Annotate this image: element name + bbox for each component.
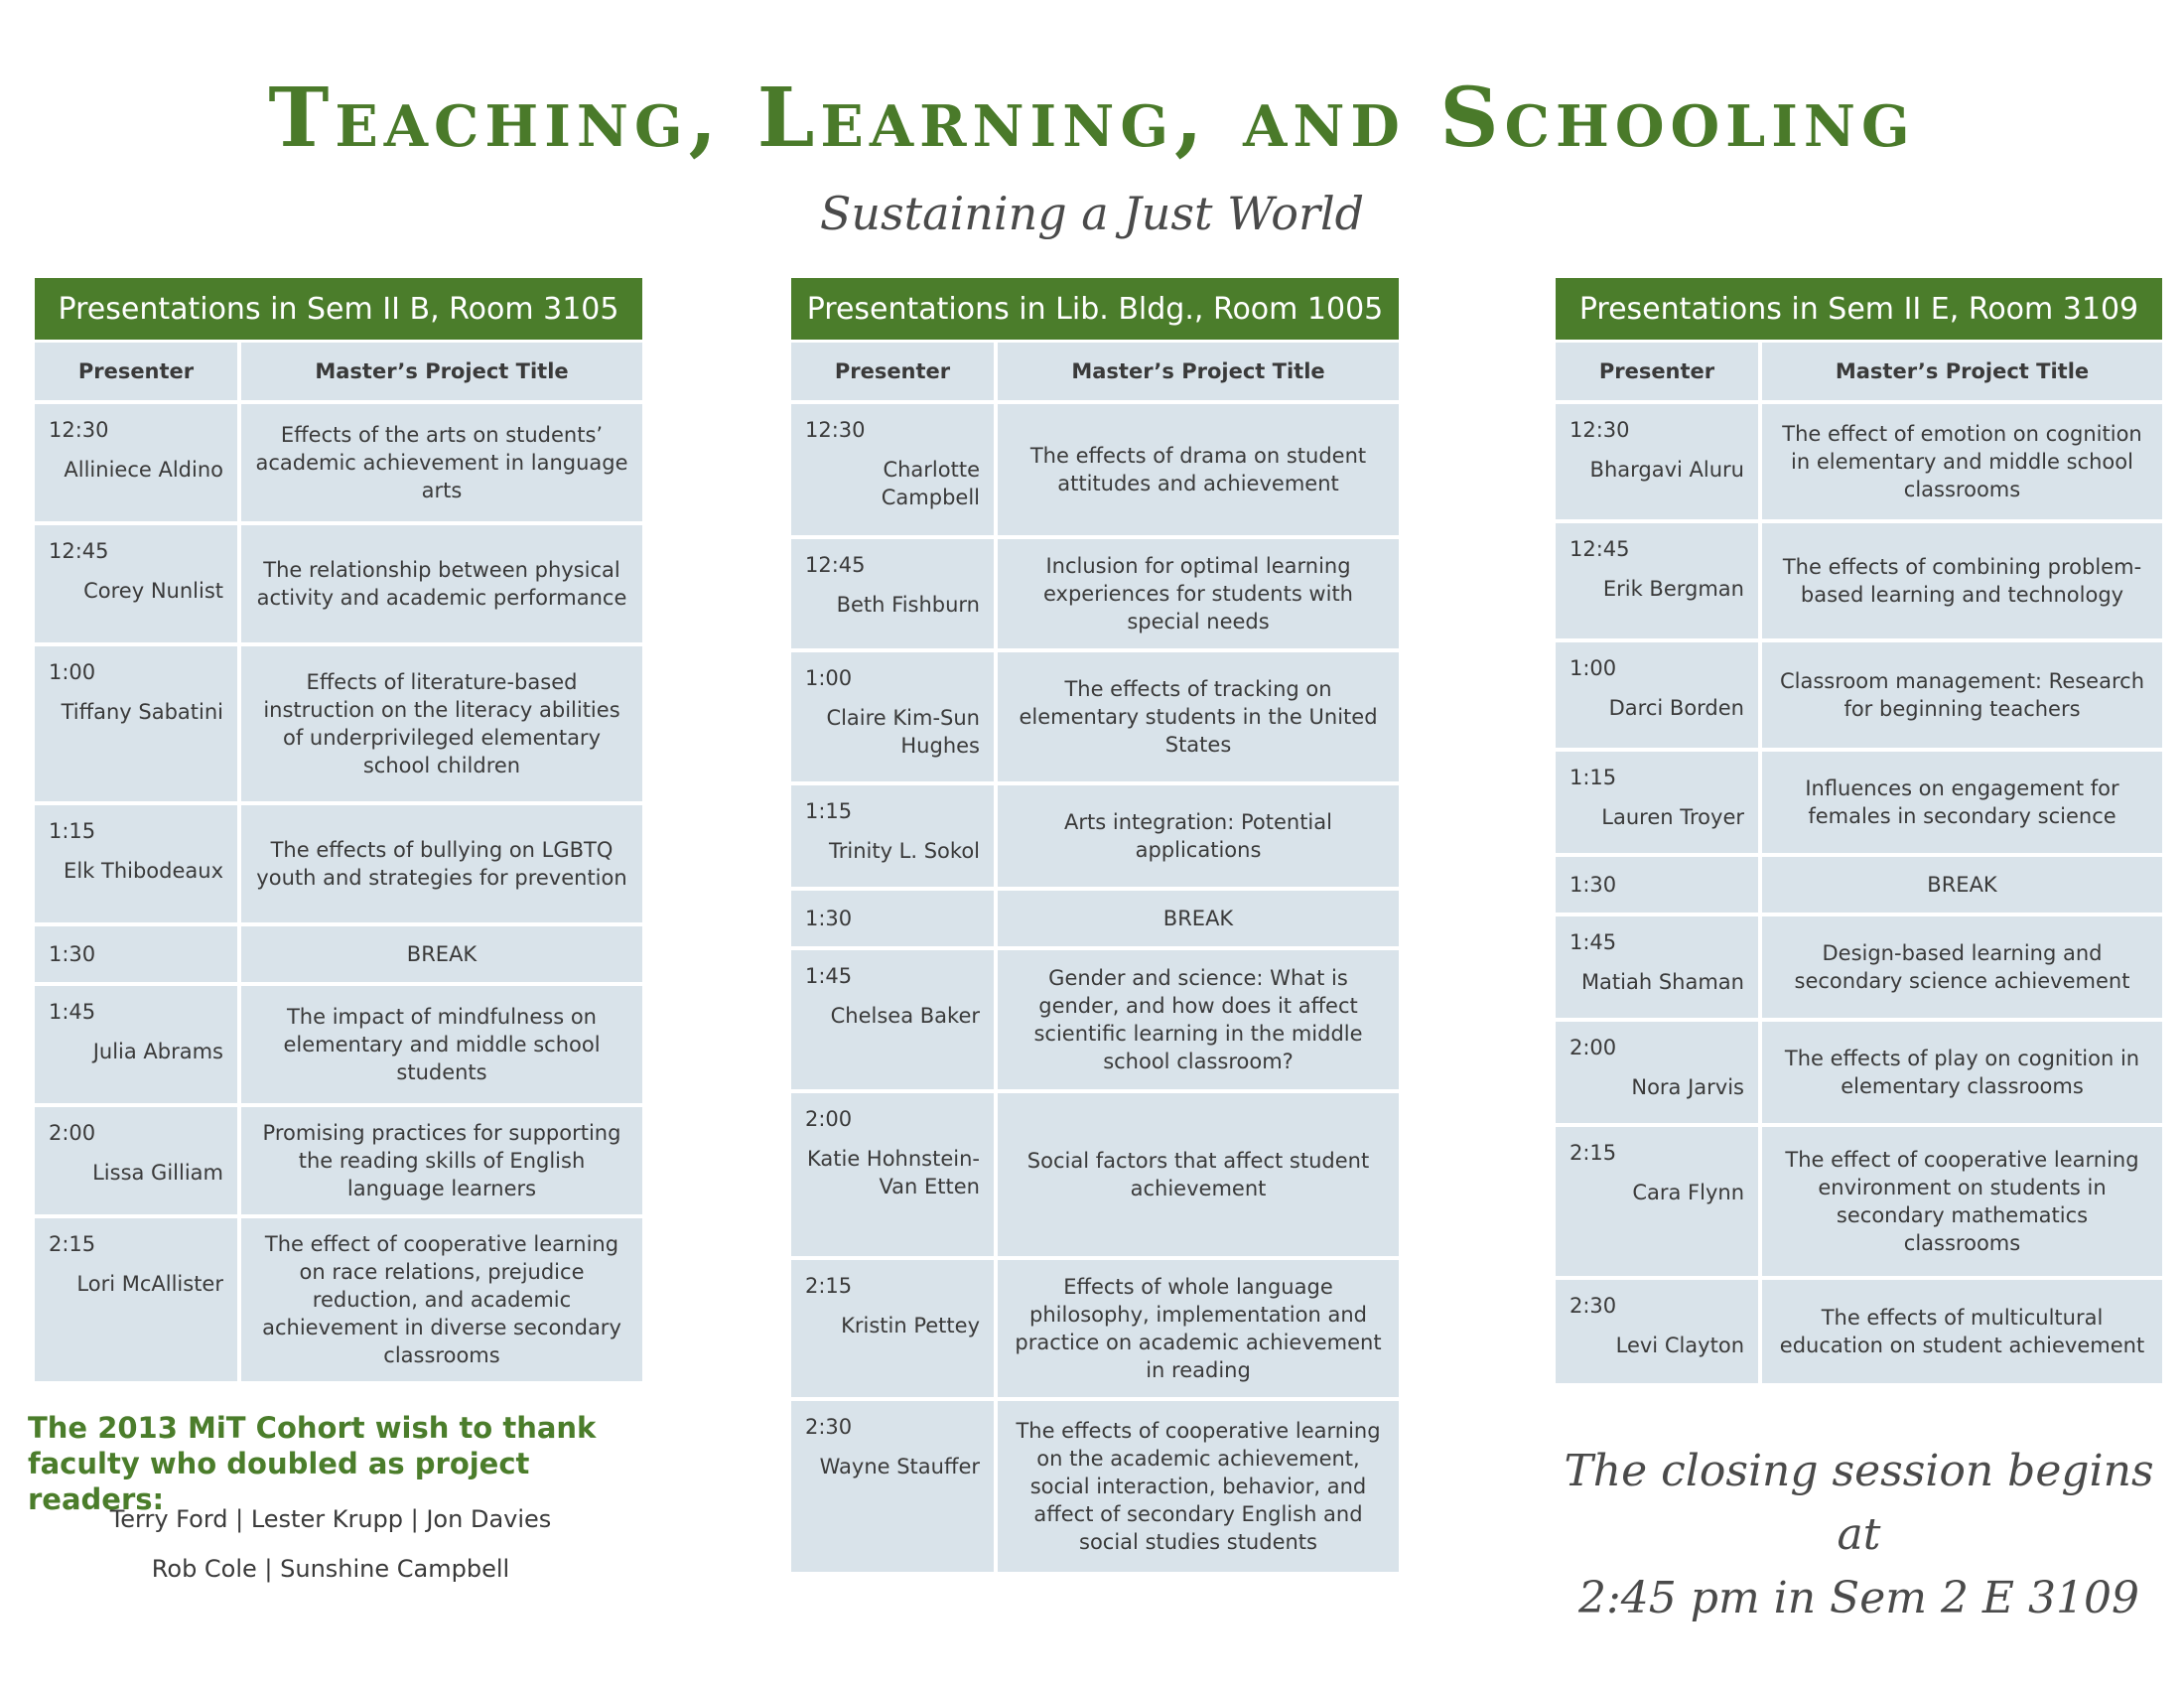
project-title: The effect of cooperative learning environment on students in secondary mathematics classrooms [1762, 1127, 2162, 1276]
title-column-header: Master’s Project Title [241, 343, 642, 400]
time-slot: 1:00 [805, 666, 853, 690]
room-sem-2e-schedule [1556, 278, 2162, 1387]
break-label: BREAK [1762, 857, 2162, 913]
presenter-name: Wayne Stauffer [819, 1455, 980, 1478]
project-title: Inclusion for optimal learning experiences for students with special needs [998, 539, 1399, 648]
time-slot: 1:45 [1570, 930, 1617, 954]
column-headers [35, 343, 642, 400]
closing-line-2: 2:45 pm in Sem 2 E 3109 [1577, 1573, 2140, 1623]
table-row [35, 525, 642, 642]
presenter-name: Cara Flynn [1632, 1181, 1744, 1204]
project-title: The effect of emotion on cognition in elementary and middle school classrooms [1762, 404, 2162, 519]
time-slot: 1:45 [49, 1000, 96, 1024]
time-slot: 12:45 [49, 539, 109, 563]
presenter-cell [791, 404, 994, 535]
time-slot: 2:30 [1570, 1294, 1617, 1318]
column-headers [791, 343, 1399, 400]
presenter-cell [791, 539, 994, 648]
presenter-cell [1556, 1280, 1758, 1383]
presenter-cell [35, 404, 237, 521]
project-title: Effects of the arts on students’ academic achievement in language arts [241, 404, 642, 521]
presenter-name: Nora Jarvis [1631, 1075, 1744, 1099]
time-slot: 1:30 [805, 907, 853, 930]
presenter-name: Darci Borden [1608, 696, 1744, 720]
presenter-cell [35, 986, 237, 1103]
schedule-rows [35, 404, 642, 1381]
presenter-cell [35, 525, 237, 642]
time-slot: 1:15 [805, 799, 853, 823]
table-row [1556, 752, 2162, 853]
presenter-cell [791, 891, 994, 946]
project-title: Design-based learning and secondary science achievement [1762, 916, 2162, 1018]
break-row [791, 891, 1399, 946]
table-row [791, 1093, 1399, 1256]
time-slot: 12:30 [1570, 418, 1630, 442]
time-slot: 1:30 [49, 942, 96, 966]
table-row [1556, 1022, 2162, 1123]
project-title: Effects of literature-based instruction on the literacy abilities of underprivileged elementary school children [241, 646, 642, 801]
project-title: The effects of cooperative learning on the academic achievement, social interaction, behavior, and affect of secondary English and social studies students [998, 1401, 1399, 1572]
presenter-cell [791, 652, 994, 781]
time-slot: 12:30 [49, 418, 109, 442]
table-row [1556, 916, 2162, 1018]
title-column-header: Master’s Project Title [1762, 343, 2162, 400]
time-slot: 2:00 [1570, 1036, 1617, 1059]
project-title: The effects of combining problem-based learning and technology [1762, 523, 2162, 638]
project-title: The relationship between physical activity and academic performance [241, 525, 642, 642]
time-slot: 2:15 [805, 1274, 853, 1298]
presenter-name: Chelsea Baker [830, 1004, 980, 1028]
presenter-name: Levi Clayton [1615, 1334, 1744, 1357]
presenter-name: Beth Fishburn [836, 593, 980, 617]
time-slot: 2:15 [1570, 1141, 1617, 1165]
time-slot: 12:30 [805, 418, 866, 442]
presenter-name: Matiah Shaman [1580, 970, 1744, 994]
presenter-name: Lauren Troyer [1601, 805, 1744, 829]
time-slot: 2:30 [805, 1415, 853, 1439]
presenter-cell [1556, 404, 1758, 519]
time-slot: 1:00 [1570, 656, 1617, 680]
table-row [791, 652, 1399, 781]
presenter-name: Alliniece Aldino [64, 458, 223, 482]
presenter-name: Elk Thibodeaux [64, 859, 223, 883]
presenter-name: Corey Nunlist [83, 579, 223, 603]
presenter-cell [35, 926, 237, 982]
presenter-name: Bhargavi Aluru [1589, 458, 1744, 482]
presenter-cell [791, 785, 994, 887]
presenter-cell [35, 646, 237, 801]
presenter-cell [791, 1401, 994, 1572]
table-row [1556, 642, 2162, 748]
room-heading: Presentations in Lib. Bldg., Room 1005 [791, 278, 1399, 340]
title-column-header: Master’s Project Title [998, 343, 1399, 400]
table-row [791, 1260, 1399, 1397]
presenter-name: Lori McAllister [76, 1272, 223, 1296]
presenter-column-header: Presenter [791, 343, 994, 400]
presenter-cell [791, 1260, 994, 1397]
project-title: Influences on engagement for females in secondary science [1762, 752, 2162, 853]
column-headers [1556, 343, 2162, 400]
presenter-cell [1556, 1127, 1758, 1276]
time-slot: 2:15 [49, 1232, 96, 1256]
project-title: The effects of bullying on LGBTQ youth and strategies for prevention [241, 805, 642, 922]
table-row [35, 986, 642, 1103]
presenter-cell [35, 805, 237, 922]
presenter-cell [1556, 916, 1758, 1018]
page-subtitle: Sustaining a Just World [819, 187, 1365, 240]
room-heading: Presentations in Sem II B, Room 3105 [35, 278, 642, 340]
table-row [35, 404, 642, 521]
presenter-name: Lissa Gilliam [92, 1161, 223, 1185]
presenter-cell [1556, 1022, 1758, 1123]
presenter-column-header: Presenter [35, 343, 237, 400]
time-slot: 2:00 [805, 1107, 853, 1131]
room-sem-2b-schedule [35, 278, 642, 1385]
presenter-name: Katie Hohnstein-Van Etten [806, 1147, 980, 1198]
room-lib-1005-schedule [791, 278, 1399, 1576]
presenter-name: Charlotte Campbell [881, 458, 980, 509]
time-slot: 1:00 [49, 660, 96, 684]
presenter-column-header: Presenter [1556, 343, 1758, 400]
presenter-cell [35, 1218, 237, 1381]
project-title: Gender and science: What is gender, and how does it affect scientific learning in the middle school classroom? [998, 950, 1399, 1089]
page-title: Teaching, Learning, and Schooling [268, 70, 1916, 166]
table-row [35, 646, 642, 801]
project-title: The effects of multicultural education on student achievement [1762, 1280, 2162, 1383]
project-title: The effects of tracking on elementary students in the United States [998, 652, 1399, 781]
table-row [791, 404, 1399, 535]
time-slot: 12:45 [805, 553, 866, 577]
break-label: BREAK [998, 891, 1399, 946]
closing-line-1: The closing session begins at [1564, 1446, 2154, 1560]
presenter-name: Kristin Pettey [841, 1314, 980, 1337]
thanks-message: The 2013 MiT Cohort wish to thank faculty who doubled as project readers: [28, 1411, 597, 1516]
presenter-cell [791, 1093, 994, 1256]
project-title: The effects of drama on student attitudes and achievement [998, 404, 1399, 535]
time-slot: 1:15 [1570, 766, 1617, 789]
closing-session-note [1556, 1440, 2162, 1630]
project-title: Classroom management: Research for beginning teachers [1762, 642, 2162, 748]
table-row [791, 785, 1399, 887]
table-row [791, 950, 1399, 1089]
presenter-name: Claire Kim-Sun Hughes [826, 706, 980, 758]
table-row [1556, 404, 2162, 519]
project-title: The effect of cooperative learning on race relations, prejudice reduction, and academic achievement in diverse secondary classrooms [241, 1218, 642, 1381]
table-row [1556, 1280, 2162, 1383]
table-row [791, 1401, 1399, 1572]
table-row [1556, 523, 2162, 638]
schedule-rows [791, 404, 1399, 1572]
time-slot: 1:15 [49, 819, 96, 843]
presenter-cell [1556, 642, 1758, 748]
time-slot: 2:00 [49, 1121, 96, 1145]
presenter-cell [1556, 523, 1758, 638]
time-slot: 12:45 [1570, 537, 1630, 561]
table-row [791, 539, 1399, 648]
presenter-name: Trinity L. Sokol [828, 839, 980, 863]
presenter-name: Tiffany Sabatini [61, 700, 223, 724]
project-title: The effects of play on cognition in elementary classrooms [1762, 1022, 2162, 1123]
presenter-cell [1556, 857, 1758, 913]
presenter-cell [1556, 752, 1758, 853]
time-slot: 1:30 [1570, 873, 1617, 897]
project-title: The impact of mindfulness on elementary and middle school students [241, 986, 642, 1103]
schedule-rows [1556, 404, 2162, 1383]
break-row [35, 926, 642, 982]
table-row [35, 805, 642, 922]
readers-line-2: Rob Cole | Sunshine Campbell [151, 1555, 510, 1583]
room-heading: Presentations in Sem II E, Room 3109 [1556, 278, 2162, 340]
table-row [35, 1218, 642, 1381]
table-row [35, 1107, 642, 1214]
presenter-name: Erik Bergman [1602, 577, 1744, 601]
break-row [1556, 857, 2162, 913]
project-title: Promising practices for supporting the reading skills of English language learners [241, 1107, 642, 1214]
project-title: Social factors that affect student achievement [998, 1093, 1399, 1256]
presenter-name: Julia Abrams [92, 1040, 223, 1063]
presenter-cell [35, 1107, 237, 1214]
readers-line-1: Terry Ford | Lester Krupp | Jon Davies [109, 1505, 552, 1533]
break-label: BREAK [241, 926, 642, 982]
table-row [1556, 1127, 2162, 1276]
project-title: Effects of whole language philosophy, implementation and practice on academic achievement in reading [998, 1260, 1399, 1397]
time-slot: 1:45 [805, 964, 853, 988]
presenter-cell [791, 950, 994, 1089]
project-title: Arts integration: Potential applications [998, 785, 1399, 887]
